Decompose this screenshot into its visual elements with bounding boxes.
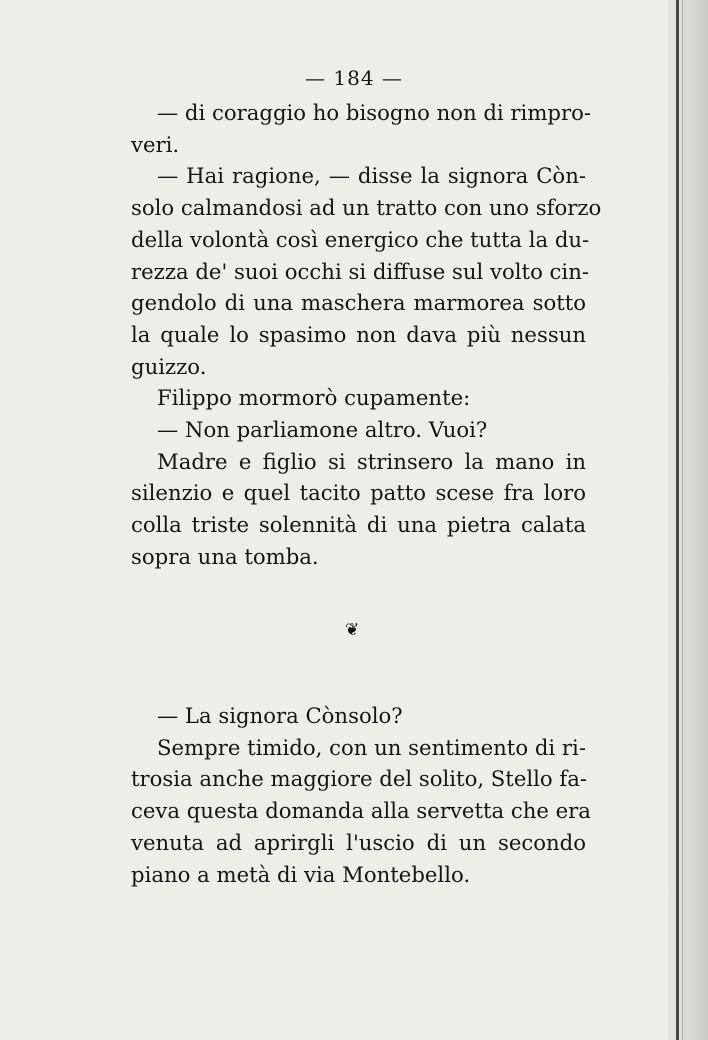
text-line: — Non parliamone altro. Vuoi? [157,417,488,443]
text-line: ceva questa domanda alla servetta che era [131,798,591,824]
page-binding-edge [676,0,679,1040]
text-line: gendolo di una maschera marmorea sotto [131,290,586,316]
page-binding-edge-secondary [682,0,683,1040]
section-divider-ornament: ❦ [345,620,360,640]
page-number: — 184 — [305,66,403,90]
text-line: — La signora Cònsolo? [157,703,403,728]
text-line: — Hai ragione, — disse la signora Còn- [157,163,586,189]
text-block-second-section [131,700,591,890]
text-line: rezza de' suoi occhi si diffuse sul volto cin- [131,258,590,284]
text-line: colla triste solennità di una pietra calata [131,512,586,538]
text-line: — di coraggio ho bisogno non di rimpro- [157,100,592,125]
text-line: trosia anche maggiore del solito, Stello fa- [131,766,588,792]
text-line: venuta ad aprirgli l'uscio di un secondo [131,829,586,855]
text-line: Madre e figlio si strinsero la mano in [157,448,586,474]
text-line: Sempre timido, con un sentimento di ri- [157,734,586,760]
page-edge-shadow [668,0,708,1040]
text-line: Filippo mormorò cupamente: [157,385,471,411]
text-block-first-section [131,97,602,573]
text-line: della volontà così energico che tutta la du- [131,226,590,252]
text-line: solo calmandosi ad un tratto con uno sforzo [131,195,602,221]
text-line: veri. [131,131,180,157]
text-line: silenzio e quel tacito patto scese fra loro [131,480,586,506]
text-line: sopra una tomba. [131,543,319,569]
text-line: guizzo. [131,353,207,379]
text-line: la quale lo spasimo non dava più nessun [131,321,586,347]
text-line: piano a metà di via Montebello. [131,861,471,887]
